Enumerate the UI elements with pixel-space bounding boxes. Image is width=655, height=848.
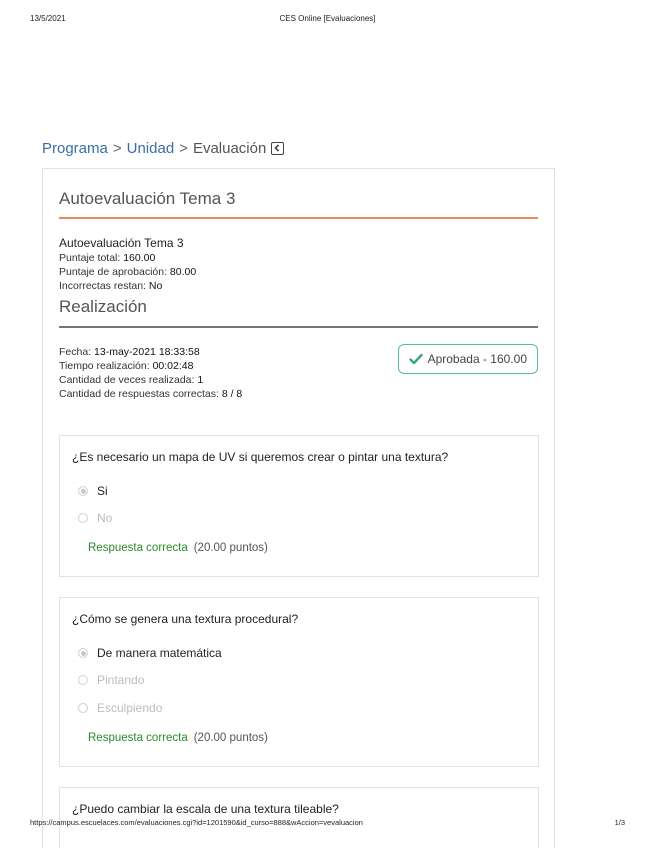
wrong-subtract-line: Incorrectas restan: No — [59, 280, 163, 292]
attempt-date-line: Fecha: 13-may-2021 18:33:58 — [59, 346, 200, 358]
option — [78, 701, 162, 715]
radio-unselected — [78, 703, 88, 713]
passing-score-line: Puntaje de aprobación: 80.00 — [59, 266, 197, 278]
card-title: Autoevaluación Tema 3 — [59, 189, 236, 208]
question-card — [59, 435, 539, 577]
option — [78, 673, 144, 687]
result-status: Respuesta correcta — [88, 732, 188, 744]
print-footer — [30, 818, 625, 830]
title-divider — [59, 217, 538, 219]
correct-answers-line: Cantidad de respuestas correctas: 8 / 8 — [59, 388, 243, 400]
radio-unselected — [78, 675, 88, 685]
back-arrow-icon[interactable] — [271, 142, 284, 155]
breadcrumb-unit-link[interactable]: Unidad — [126, 140, 175, 157]
result-points: (20.00 puntos) — [193, 542, 268, 554]
print-url: https://campus.escuelaces.com/evaluaciones.cgi?id=1201590&id_curso=888&wAccion=vevaluacion — [30, 818, 363, 827]
result-points: (20.00 puntos) — [193, 732, 268, 744]
option — [78, 646, 222, 660]
option-label: Pintando — [97, 673, 145, 687]
radio-selected — [78, 486, 88, 496]
question-text: ¿Es necesario un mapa de UV si queremos crear o pintar una textura? — [72, 450, 449, 464]
option-label: De manera matemática — [97, 646, 222, 660]
answer-result — [88, 542, 268, 554]
total-score-line: Puntaje total: 160.00 — [59, 252, 156, 264]
answer-result — [88, 732, 268, 744]
result-status: Respuesta correcta — [88, 542, 188, 554]
print-header — [30, 14, 625, 26]
status-badge-label: Aprobada - 160.00 — [427, 352, 527, 366]
evaluation-card — [42, 168, 555, 848]
section-title: Realización — [59, 297, 147, 316]
attempt-count-line: Cantidad de veces realizada: 1 — [59, 374, 204, 386]
option-label: Si — [97, 484, 108, 498]
question-text: ¿Cómo se genera una textura procedural? — [72, 612, 299, 626]
exam-name: Autoevaluación Tema 3 — [59, 236, 184, 250]
question-card — [59, 597, 539, 767]
option — [78, 511, 112, 525]
print-page-number: 1/3 — [614, 818, 625, 827]
print-date: 13/5/2021 — [30, 14, 66, 23]
breadcrumb-separator: > — [112, 140, 122, 157]
radio-unselected — [78, 513, 88, 523]
option — [78, 484, 108, 498]
status-badge — [398, 344, 538, 374]
print-title: CES Online [Evaluaciones] — [279, 14, 376, 23]
check-icon — [409, 353, 423, 365]
radio-selected — [78, 648, 88, 658]
breadcrumb-program-link[interactable]: Programa — [42, 140, 108, 157]
option-label: No — [97, 511, 113, 525]
question-text: ¿Puedo cambiar la escala de una textura tileable? — [72, 802, 339, 816]
section-divider — [59, 326, 538, 328]
option-label: Esculpiendo — [97, 701, 163, 715]
breadcrumb — [42, 140, 284, 157]
attempt-time-line: Tiempo realización: 00:02:48 — [59, 360, 194, 372]
breadcrumb-separator: > — [179, 140, 188, 157]
breadcrumb-current: Evaluación — [192, 140, 267, 157]
